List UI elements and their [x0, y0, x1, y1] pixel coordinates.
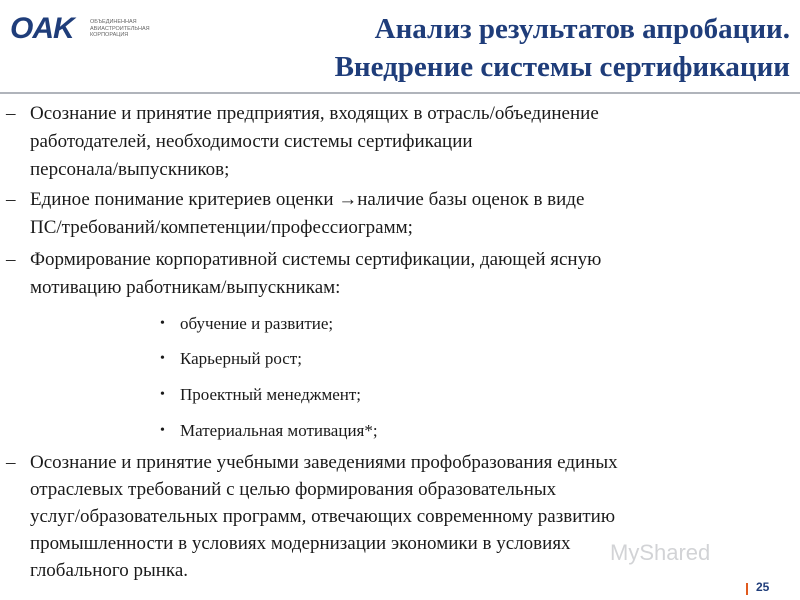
- bullet: •: [160, 316, 165, 331]
- item-line: промышленности в условиях модернизации экономики в условиях: [30, 533, 571, 554]
- bullet: •: [160, 423, 165, 438]
- company-logo: [10, 12, 170, 48]
- item-line: ПС/требований/компетенции/профессиограмм;: [30, 217, 413, 238]
- page-title: [230, 10, 790, 86]
- dash-marker: –: [6, 103, 16, 124]
- item-line: отраслевых требований с целью формирования образовательных: [30, 479, 557, 500]
- item-line: работодателей, необходимости системы сертификации: [30, 131, 473, 152]
- item-line: мотивацию работникам/выпускникам:: [30, 277, 341, 298]
- dash-marker: –: [6, 249, 16, 270]
- bullet: •: [160, 351, 165, 366]
- page-number-accent-bar: [746, 583, 748, 595]
- title-line-1: Анализ результатов апробации.: [374, 13, 790, 45]
- sub-item-text: Материальная мотивация*;: [180, 421, 378, 440]
- logo-subtitle: ОБЪЕДИНЕННАЯ АВИАСТРОИТЕЛЬНАЯ КОРПОРАЦИЯ: [90, 19, 150, 38]
- item-line: Осознание и принятие предприятия, входящих в отрасль/объединение: [30, 103, 599, 124]
- item-line: персонала/выпускников;: [30, 159, 230, 180]
- sub-item-text: Карьерный рост;: [180, 349, 302, 368]
- item-line: Осознание и принятие учебными заведениями профобразования единых: [30, 452, 618, 473]
- sub-item-text: обучение и развитие;: [180, 314, 334, 333]
- header-divider: [0, 92, 800, 94]
- dash-marker: –: [6, 189, 16, 210]
- logo-mark: OAK: [10, 12, 74, 45]
- bullet: •: [160, 387, 165, 402]
- item-line: глобального рынка.: [30, 560, 189, 581]
- title-line-2: Внедрение системы сертификации: [334, 51, 790, 83]
- page-number: 25: [756, 580, 770, 594]
- item-line: Единое понимание критериев оценки →наличие базы оценок в виде: [30, 189, 585, 210]
- item-line: услуг/образовательных программ, отвечающих современному развитию: [30, 506, 616, 527]
- item-line: Формирование корпоративной системы сертификации, дающей ясную: [30, 249, 602, 270]
- sub-item-text: Проектный менеджмент;: [180, 385, 362, 404]
- watermark: MyShared: [610, 540, 711, 565]
- dash-marker: –: [6, 452, 16, 473]
